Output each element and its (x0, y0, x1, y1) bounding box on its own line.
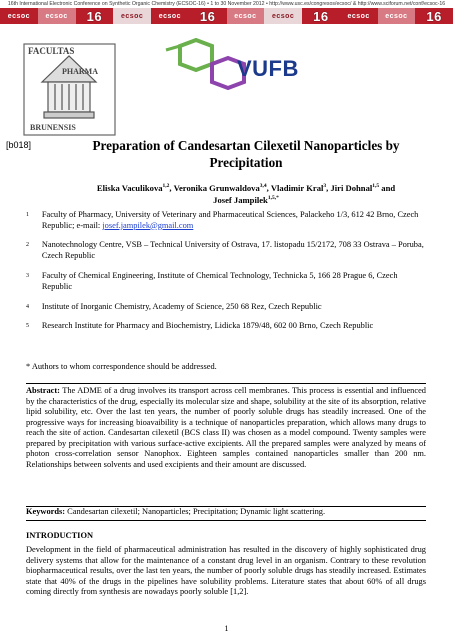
banner-tile: ecsoc (340, 8, 378, 24)
author-list: Eliska Vaculikova$^{1,2}$, Veronika Grunwaldova$^{3,4}$, Vladimir Kral$^3$, Jiri Dohnal$^{1,5}$ and Josef Jampilek$^{1,5,*}$ (96, 183, 396, 205)
author-name: Jiri Dohnal (330, 183, 373, 193)
correspondence-note: * Authors to whom correspondence should be addressed. (26, 362, 217, 371)
author-name: Josef Jampilek (213, 194, 268, 205)
svg-text:PHARMA: PHARMA (62, 67, 98, 76)
banner-tile: 16 (302, 8, 340, 24)
affiliation: 3 Faculty of Chemical Engineering, Institute of Chemical Technology, Technicka 5, 166 28 Prague 6, Czech Republic (26, 271, 398, 291)
banner-tile: 16 (76, 8, 114, 24)
affiliation: 4 Institute of Inorganic Chemistry, Academy of Science, 250 68 Rez, Czech Republic (26, 302, 322, 311)
author-name: Vladimir Kral (270, 183, 324, 193)
author-name: Eliska Vaculikova (96, 183, 163, 193)
banner-tile: ecsoc (113, 8, 151, 24)
faculty-logo (22, 42, 117, 137)
affiliation: 2 Nanotechnology Centre, VSB – Technical University of Ostrava, 17. listopadu 15/2172, 708 33 Ostrava – Poruba, Czech Republic (26, 240, 424, 260)
vufb-logo-text: VUFB (237, 56, 299, 81)
banner-tile: ecsoc (38, 8, 76, 24)
banner-tile: ecsoc (0, 8, 38, 24)
banner-tile: ecsoc (227, 8, 265, 24)
paper-title: Preparation of Candesartan Cilexetil Nanoparticles by Precipitation (92, 138, 400, 170)
conference-header: 16th International Electronic Conference on Synthetic Organic Chemistry (ECSOC-16) • 1 to 30 November 2012 • http://www.usc.es/congresos/ecsoc/ & http://www.sciforum.net/conf/ecsoc-16 (0, 0, 453, 8)
paper-code: [b018] (6, 140, 32, 150)
section-heading: INTRODUCTION (26, 531, 94, 540)
banner-tile: ecsoc (264, 8, 302, 24)
keywords: Keywords: Candesartan cilexetil; Nanoparticles; Precipitation; Dynamic light scattering. (26, 507, 326, 516)
author-name: Veronika Grunwaldova (173, 183, 260, 193)
banner-tile: 16 (415, 8, 453, 24)
conference-banner (0, 8, 453, 24)
svg-text:BRUNENSIS: BRUNENSIS (30, 123, 76, 132)
page-number: 1 (224, 624, 229, 633)
email-link[interactable]: josef.jampilek@gmail.com (102, 220, 194, 230)
affiliation: 5 Research Institute for Pharmacy and Biochemistry, Lidicka 1879/48, 602 00 Brno, Czech Republic (26, 321, 374, 330)
keywords-rule (26, 520, 426, 521)
banner-tile: 16 (189, 8, 227, 24)
banner-tile: ecsoc (151, 8, 189, 24)
affiliation: 1 Faculty of Pharmacy, University of Veterinary and Pharmaceutical Sciences, Palackeho 1/3, 612 42 Brno, Czech Republic; e-mail: josef.jampilek@gmail.com (26, 210, 419, 230)
intro-paragraph: Development in the field of pharmaceutical administration has resulted in the discovery of highly sophisticated drug delivery systems that allow for the maintenance of a constant drug level in an organism. Contrary to these revolution biopharmaceutical results, over the last ten years, the number of poorly soluble drugs has steadily increased. Estimates state that 40% of the drugs in the pipelines have solubility problems. Literature states that about 60% of all drugs coming directly from synthesis are nowadays poorly soluble [1,2]. (26, 545, 426, 597)
banner-tile: ecsoc (378, 8, 416, 24)
abstract: Abstract: The ADME of a drug involves its transport across cell membranes. This process is essential and influenced by the characteristics of the drug, especially its molecular size and shape, solubility at the site of its absorption, relative lipid solubility, etc. Over the last ten years, the number of poorly soluble drugs has steadily increased. One of the progressive ways for increasing bioavaibility is a technique of nanoparticles preparation, which allows many drugs to reach the site of action. Candesartan cilexetil (BCS class II) was chosen as a model compound. Twenty samples were prepared by precipitation with various surface-active excipients. All the prepared samples were analyzed by means of photon cross-correlation sensor Nanophox. Eighteen samples contained nanoparticles smaller than 200 nm. Relationships between solvents and used excipients and their amount are discussed. (26, 386, 426, 469)
svg-text:FACULTAS: FACULTAS (28, 46, 75, 56)
